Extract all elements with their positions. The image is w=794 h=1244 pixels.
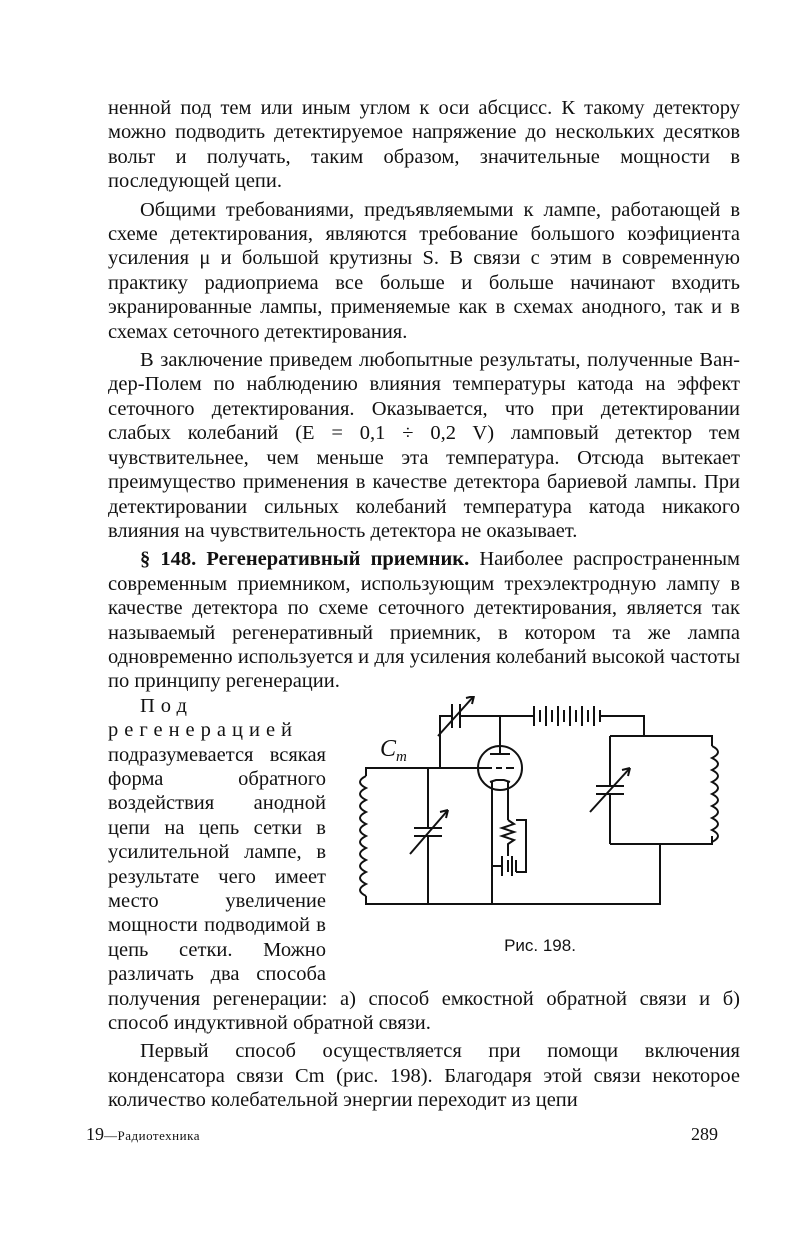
paragraph-2: Общими требованиями, предъявляемыми к лампе, работающей в схеме детектирования, являются требование большого коэфициента усиления μ и большой крутизны S. В связи с этим в современную практику радиоприема все больше и больше начинают входить экранированные лампы, применяемые как в схемах анодного, так и в схемах сеточного детектирования.	[108, 198, 740, 343]
plate-battery	[500, 706, 644, 736]
coupling-capacitor-cm	[428, 696, 500, 768]
section-heading: § 148. Регенеративный приемник.	[140, 548, 470, 571]
paragraph-4: Наиболее распространенным современным приемником, использующим трехэлектродную лампу в качестве детектора по схеме сеточного детектирования, является так называемый регенеративный приемник, в котором та же лампа одновременно используется и для усиления колебаний высокой частоты по принципу регенерации.	[108, 548, 741, 693]
label-cm: $C_m$	[380, 735, 407, 765]
figure-198	[340, 696, 740, 968]
page-body	[108, 96, 740, 1113]
tank-circuit-right	[428, 736, 718, 904]
tuning-capacitor-left	[410, 768, 448, 904]
paragraph-1: ненной под тем или иным углом к оси абсцисс. К такому детектору можно подводить детектируемое напряжение до нескольких десятков вольт и получать, таким образом, значительные мощности в последующей цепи.	[108, 97, 740, 193]
spaced-term: Под регенерацией	[108, 694, 299, 742]
signature-mark: 19—Радиотехника	[86, 1124, 200, 1144]
regenerative-receiver-schematic	[340, 696, 740, 936]
section-148	[108, 547, 740, 693]
paragraph-5-text: подразумевается всякая форма обратного воздействия анодной цепи на цепь сетки в усилительной лампе, в результате чего имеет место увеличение мощности подводимой в цепь сетки. Можно различать два способа получения регенерации: а) способ емкостной обратной связи и б) способ индуктивной обратной связи.	[108, 743, 740, 1035]
filament-circuit	[492, 820, 526, 904]
page-number: 289	[691, 1124, 718, 1144]
figure-caption: Рис. 198.	[504, 935, 576, 955]
paragraph-6: Первый способ осуществляется при помощи включения конденсатора связи Cm (рис. 198). Благодаря этой связи некоторое количество колебательной энергии переходит из цепи	[108, 1040, 740, 1112]
paragraph-3: В заключение приведем любопытные результаты, полученные Ван-дер-Полем по наблюдению влияния температуры катода на эффект сеточного детектирования. Оказывается, что при детектировании слабых колебаний (E = 0,1 ÷ 0,2 V) ламповый детектор тем чувствительнее, чем меньше эта температура. Отсюда вытекает преимущество применения в качестве детектора бариевой лампы. При детектировании сильных колебаний температура катода никакого влияния на чувствительность детектора не оказывает.	[108, 349, 740, 542]
